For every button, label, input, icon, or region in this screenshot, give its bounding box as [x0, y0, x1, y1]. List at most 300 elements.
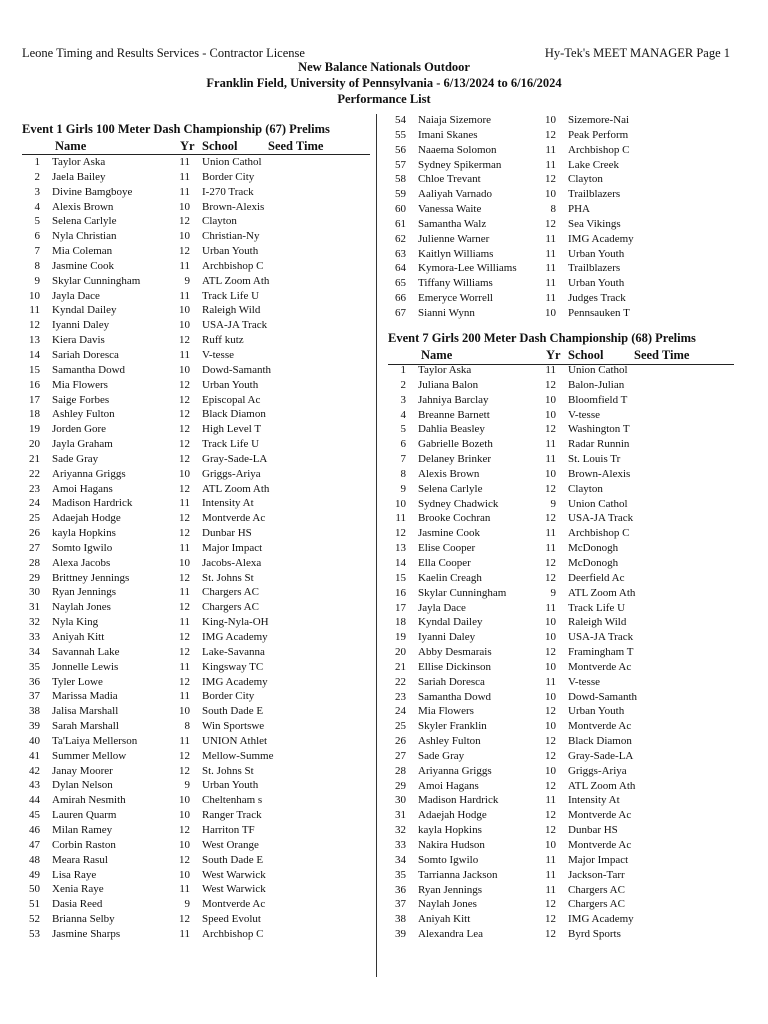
year: 10 [545, 616, 556, 629]
athlete-name: Kyndal Dailey [418, 616, 483, 629]
athlete-name: Somto Igwilo [418, 853, 479, 866]
athlete-name: Adaejah Hodge [418, 809, 487, 822]
year: 10 [179, 319, 190, 332]
result-row [388, 927, 738, 942]
year: 11 [179, 259, 190, 272]
school: Urban Youth [202, 779, 259, 792]
school: Episcopal Ac [202, 393, 261, 406]
rank: 6 [400, 438, 406, 451]
school: Balon-Julian [568, 378, 625, 391]
result-row [388, 719, 738, 734]
athlete-name: Naylah Jones [418, 898, 477, 911]
rank: 6 [34, 230, 40, 243]
school: Byrd Sports [568, 928, 621, 941]
year: 10 [545, 393, 556, 406]
result-row [388, 276, 738, 291]
school: Trailblazers [568, 262, 621, 275]
result-row [22, 571, 372, 586]
result-row [22, 244, 372, 259]
rank: 38 [395, 913, 406, 926]
result-row [388, 143, 738, 158]
school: Radar Runnin [568, 438, 630, 451]
rank: 27 [395, 749, 406, 762]
result-row [22, 200, 372, 215]
result-row [22, 482, 372, 497]
year: 11 [545, 438, 556, 451]
athlete-name: Jayla Dace [52, 289, 100, 302]
school: St. Johns St [202, 764, 254, 777]
rank: 45 [29, 809, 40, 822]
year: 11 [179, 927, 190, 940]
rank: 25 [29, 512, 40, 525]
rank: 57 [395, 158, 406, 171]
result-row [388, 422, 738, 437]
rank: 9 [400, 482, 406, 495]
year: 12 [545, 571, 556, 584]
athlete-name: kayla Hopkins [418, 824, 482, 837]
year: 10 [179, 705, 190, 718]
rank: 37 [395, 898, 406, 911]
year: 11 [179, 690, 190, 703]
rank: 28 [395, 764, 406, 777]
rank: 18 [395, 616, 406, 629]
rank: 25 [395, 720, 406, 733]
year: 8 [550, 203, 556, 216]
software-page-label: Hy-Tek's MEET MANAGER Page 1 [544, 46, 730, 60]
school: Dowd-Samanth [568, 690, 638, 703]
athlete-name: Kaitlyn Williams [418, 247, 494, 260]
athlete-name: Nyla Christian [52, 230, 117, 243]
rank: 4 [400, 408, 406, 421]
athlete-name: Sarah Marshall [52, 720, 119, 733]
athlete-name: Meara Rasul [52, 853, 108, 866]
rank: 18 [29, 408, 40, 421]
athlete-name: Mia Coleman [52, 245, 113, 258]
result-row [388, 868, 738, 883]
school: Harriton TF [202, 823, 255, 836]
school: Pennsauken T [568, 306, 630, 319]
result-row [388, 393, 738, 408]
result-row [22, 660, 372, 675]
school: Montverde Ac [568, 809, 632, 822]
result-row [388, 232, 738, 247]
school: Mellow-Summe [202, 749, 274, 762]
event-7-title: Event 7 Girls 200 Meter Dash Championship (68) Prelims [388, 331, 696, 345]
result-row [388, 511, 738, 526]
result-row [388, 823, 738, 838]
rank: 22 [395, 675, 406, 688]
result-row [22, 437, 372, 452]
event-7-col-name: Name [421, 348, 453, 362]
year: 10 [545, 690, 556, 703]
athlete-name: Jalisa Marshall [52, 705, 119, 718]
school: Chargers AC [202, 601, 259, 614]
athlete-name: Mia Flowers [418, 705, 474, 718]
year: 12 [179, 452, 190, 465]
year: 12 [545, 217, 556, 230]
rank: 31 [395, 809, 406, 822]
year: 12 [545, 173, 556, 186]
result-row [22, 838, 372, 853]
year: 12 [179, 482, 190, 495]
athlete-name: Dahlia Beasley [418, 423, 485, 436]
athlete-name: Ryan Jennings [418, 883, 483, 896]
rank: 38 [29, 705, 40, 718]
result-row [22, 541, 372, 556]
athlete-name: Saige Forbes [52, 393, 110, 406]
rank: 55 [395, 128, 406, 141]
event-1-list-continued [388, 113, 738, 321]
school: V-tesse [202, 348, 234, 361]
athlete-name: Lisa Raye [52, 868, 97, 881]
year: 12 [179, 423, 190, 436]
result-row [388, 202, 738, 217]
year: 11 [545, 277, 556, 290]
athlete-name: Chloe Trevant [418, 173, 481, 186]
year: 12 [545, 128, 556, 141]
year: 11 [179, 170, 190, 183]
rank: 2 [400, 378, 406, 391]
year: 11 [179, 497, 190, 510]
rank: 5 [400, 423, 406, 436]
athlete-name: Taylor Aska [52, 156, 106, 168]
school: Major Impact [202, 541, 263, 554]
result-row [388, 586, 738, 601]
year: 10 [545, 114, 556, 126]
athlete-name: Brianna Selby [52, 913, 115, 926]
year: 12 [179, 527, 190, 540]
school: Lake Creek [568, 158, 619, 171]
result-row [22, 318, 372, 333]
athlete-name: Madison Hardrick [52, 497, 133, 510]
rank: 54 [395, 114, 406, 126]
year: 12 [179, 408, 190, 421]
result-row [388, 764, 738, 779]
result-row [22, 808, 372, 823]
year: 11 [545, 868, 556, 881]
school: West Warwick [202, 883, 266, 896]
year: 9 [550, 497, 556, 510]
school: Judges Track [568, 292, 626, 305]
result-row [22, 853, 372, 868]
school: USA-JA Track [568, 512, 634, 525]
athlete-name: Ariyanna Griggs [418, 764, 492, 777]
athlete-name: Samantha Dowd [418, 690, 492, 703]
athlete-name: Samantha Dowd [52, 363, 126, 376]
result-row [22, 630, 372, 645]
year: 12 [179, 571, 190, 584]
athlete-name: Ashley Fulton [418, 735, 481, 748]
year: 11 [179, 348, 190, 361]
athlete-name: Jasmine Sharps [52, 927, 121, 940]
rank: 24 [29, 497, 40, 510]
athlete-name: Brooke Cochran [418, 512, 491, 525]
rank: 41 [29, 749, 40, 762]
athlete-name: Nakira Hudson [418, 839, 485, 851]
rank: 10 [395, 497, 406, 510]
year: 12 [545, 735, 556, 748]
result-row [22, 526, 372, 541]
result-row [22, 363, 372, 378]
result-row [22, 912, 372, 927]
school: Archbishop C [568, 143, 630, 156]
school: IMG Academy [202, 675, 268, 688]
result-row [22, 259, 372, 274]
school: Jacobs-Alexa [202, 556, 262, 569]
school: Speed Evolut [202, 913, 261, 926]
year: 12 [545, 482, 556, 495]
athlete-name: Jorden Gore [52, 423, 107, 436]
school: Raleigh Wild [568, 616, 627, 629]
rank: 26 [29, 527, 40, 540]
year: 11 [545, 292, 556, 305]
athlete-name: Nyla King [52, 616, 99, 629]
rank: 7 [400, 453, 406, 466]
athlete-name: Sariah Doresca [418, 675, 485, 688]
athlete-name: Sianni Wynn [418, 306, 475, 319]
athlete-name: Marissa Madia [52, 690, 118, 703]
year: 12 [179, 913, 190, 926]
athlete-name: Ryan Jennings [52, 586, 117, 599]
result-row [22, 734, 372, 749]
rank: 39 [29, 720, 40, 733]
year: 10 [545, 720, 556, 733]
athlete-name: Alexis Brown [52, 200, 114, 213]
rank: 52 [29, 913, 40, 926]
rank: 11 [29, 304, 40, 317]
event-1-col-school: School [202, 139, 238, 153]
year: 9 [184, 779, 190, 792]
school: Bloomfield T [568, 393, 628, 406]
year: 12 [545, 646, 556, 659]
school: McDonogh [568, 556, 619, 569]
athlete-name: Ashley Fulton [52, 408, 115, 421]
school: Urban Youth [568, 247, 625, 260]
result-row [22, 155, 372, 170]
rank: 1 [34, 156, 40, 168]
athlete-name: Abby Desmarais [418, 646, 492, 659]
rank: 33 [29, 631, 40, 643]
rank: 67 [395, 306, 406, 319]
athlete-name: Mia Flowers [52, 378, 108, 391]
year: 10 [179, 794, 190, 807]
result-row [388, 779, 738, 794]
athlete-name: Tarrianna Jackson [418, 868, 498, 881]
year: 12 [179, 245, 190, 258]
school: Ruff kutz [202, 334, 244, 347]
rank: 37 [29, 690, 40, 703]
athlete-name: Jonnelle Lewis [52, 660, 119, 673]
year: 10 [179, 556, 190, 569]
athlete-name: Adaejah Hodge [52, 512, 121, 525]
event-1-title: Event 1 Girls 100 Meter Dash Championship (67) Prelims [22, 122, 330, 136]
school: Urban Youth [202, 378, 259, 391]
athlete-name: Selena Carlyle [418, 482, 483, 495]
result-row [388, 897, 738, 912]
year: 12 [179, 853, 190, 866]
rank: 15 [395, 571, 406, 584]
year: 12 [179, 601, 190, 614]
rank: 30 [29, 586, 40, 599]
year: 12 [545, 824, 556, 837]
school: Lake-Savanna [202, 645, 265, 658]
athlete-name: Sydney Chadwick [418, 497, 499, 510]
result-row [22, 348, 372, 363]
year: 10 [179, 363, 190, 376]
result-row [388, 437, 738, 452]
school: Track Life U [202, 438, 260, 451]
rank: 32 [395, 824, 406, 837]
result-row [388, 526, 738, 541]
year: 12 [545, 378, 556, 391]
school: Urban Youth [202, 245, 259, 258]
school: Dunbar HS [568, 824, 618, 837]
report-title: Performance List [337, 92, 431, 106]
result-row [22, 778, 372, 793]
year: 12 [545, 779, 556, 792]
result-row [388, 306, 738, 321]
year: 11 [545, 247, 556, 260]
year: 12 [179, 645, 190, 658]
school: Cheltenham s [202, 794, 263, 807]
year: 10 [545, 188, 556, 201]
result-row [22, 897, 372, 912]
school: Archbishop C [568, 527, 630, 540]
rank: 36 [29, 675, 40, 688]
rank: 16 [29, 378, 40, 391]
result-row [388, 408, 738, 423]
year: 11 [179, 185, 190, 198]
school: Gray-Sade-LA [568, 749, 634, 762]
athlete-name: kayla Hopkins [52, 527, 116, 540]
rank: 60 [395, 203, 406, 216]
athlete-name: Vanessa Waite [418, 203, 482, 216]
school: Border City [202, 690, 255, 703]
column-divider [376, 114, 377, 977]
rank: 11 [395, 512, 406, 525]
rank: 14 [29, 348, 40, 361]
result-row [388, 556, 738, 571]
rank: 10 [29, 289, 40, 302]
school: Montverde Ac [202, 898, 266, 911]
result-row [388, 912, 738, 927]
year: 12 [179, 512, 190, 525]
event-1-col-yr: Yr [180, 139, 195, 153]
result-row [388, 158, 738, 173]
athlete-name: Xenia Raye [52, 883, 104, 896]
result-row [388, 601, 738, 616]
result-row [22, 496, 372, 511]
school: Chargers AC [202, 586, 259, 599]
athlete-name: Naaema Solomon [418, 143, 497, 156]
athlete-name: Selena Carlyle [52, 215, 117, 228]
event-7-col-seed: Seed Time [634, 348, 690, 362]
rank: 9 [34, 274, 40, 287]
year: 11 [545, 143, 556, 156]
school: West Orange [202, 838, 259, 851]
result-row [388, 172, 738, 187]
year: 12 [545, 556, 556, 569]
venue-dates: Franklin Field, University of Pennsylvania - 6/13/2024 to 6/16/2024 [206, 76, 562, 90]
school: High Level T [202, 423, 262, 436]
rank: 42 [29, 764, 40, 777]
rank: 23 [29, 482, 40, 495]
year: 12 [545, 809, 556, 822]
school: ATL Zoom Ath [202, 274, 270, 287]
athlete-name: Breanne Barnett [418, 408, 490, 421]
result-row [22, 704, 372, 719]
result-row [22, 467, 372, 482]
rank: 26 [395, 735, 406, 748]
school: Montverde Ac [568, 660, 632, 673]
athlete-name: Naylah Jones [52, 601, 111, 614]
rank: 24 [395, 705, 406, 718]
result-row [388, 793, 738, 808]
school: USA-JA Track [568, 631, 634, 644]
school: Peak Perform [568, 128, 629, 141]
rank: 66 [395, 292, 406, 305]
year: 12 [179, 675, 190, 688]
result-row [22, 689, 372, 704]
result-row [22, 600, 372, 615]
rank: 44 [29, 794, 40, 807]
school: McDonogh [568, 542, 619, 555]
result-row [388, 128, 738, 143]
result-row [388, 187, 738, 202]
athlete-name: Alexis Brown [418, 467, 480, 480]
rank: 28 [29, 556, 40, 569]
athlete-name: Dylan Nelson [52, 779, 113, 792]
rank: 36 [395, 883, 406, 896]
school: Archbishop C [202, 927, 264, 940]
athlete-name: Iyanni Daley [418, 631, 476, 644]
athlete-name: Jaela Bailey [52, 170, 106, 183]
result-row [22, 274, 372, 289]
rank: 65 [395, 277, 406, 290]
rank: 56 [395, 143, 406, 156]
result-row [22, 749, 372, 764]
year: 11 [545, 675, 556, 688]
athlete-name: Sade Gray [418, 749, 465, 762]
result-row [22, 452, 372, 467]
rank: 63 [395, 247, 406, 260]
rank: 33 [395, 839, 406, 851]
result-row [22, 422, 372, 437]
rank: 17 [29, 393, 40, 406]
athlete-name: Iyanni Daley [52, 319, 110, 332]
athlete-name: Skyler Franklin [418, 720, 487, 733]
year: 10 [545, 631, 556, 644]
athlete-name: Alexandra Lea [418, 928, 484, 941]
year: 10 [545, 839, 556, 851]
year: 9 [184, 898, 190, 911]
year: 11 [545, 527, 556, 540]
year: 12 [179, 749, 190, 762]
result-row [388, 217, 738, 232]
school: Framingham T [568, 646, 634, 659]
result-row [388, 467, 738, 482]
athlete-name: Samantha Walz [418, 217, 487, 230]
school: Washington T [568, 423, 630, 436]
year: 11 [179, 734, 190, 747]
result-row [388, 497, 738, 512]
rank: 17 [395, 601, 406, 614]
year: 11 [545, 853, 556, 866]
rank: 1 [400, 364, 406, 376]
rank: 5 [34, 215, 40, 228]
year: 12 [545, 512, 556, 525]
year: 11 [179, 616, 190, 629]
